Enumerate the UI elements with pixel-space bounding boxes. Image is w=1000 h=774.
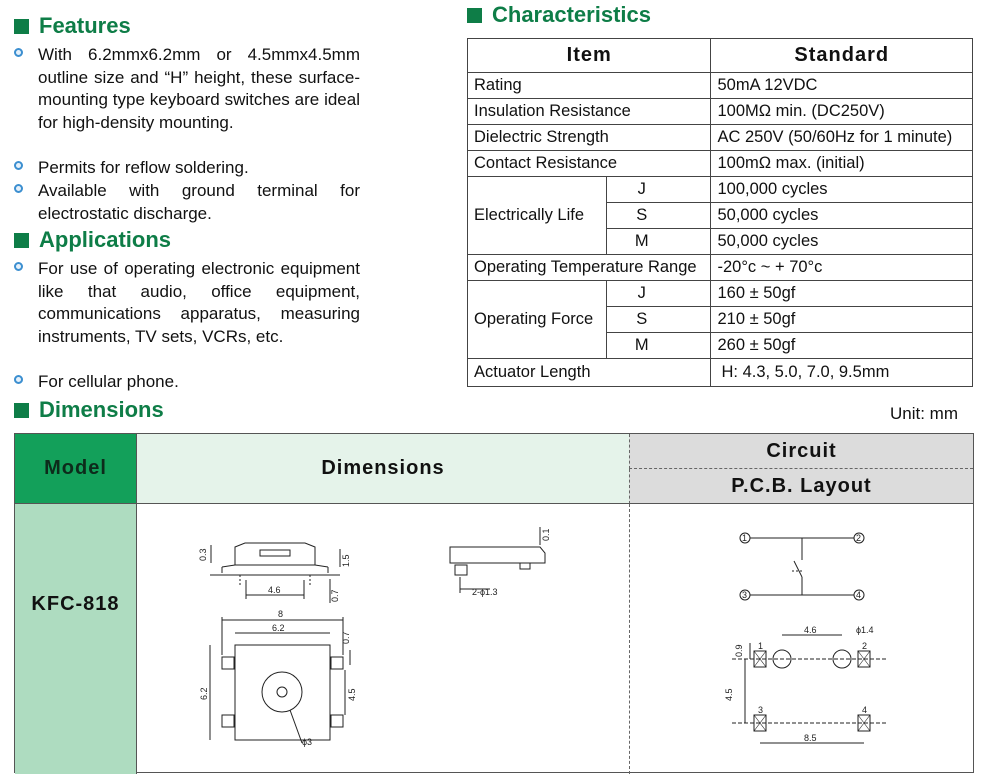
circle-bullet-icon (14, 184, 23, 193)
drawing-labels (198, 528, 551, 747)
dim-label: 4.5 (724, 688, 734, 701)
table-row: S 210 ± 50gf (468, 307, 973, 333)
circle-bullet-icon (14, 161, 23, 170)
dim-label: 6.2 (272, 623, 285, 633)
dimensions-title: Dimensions (14, 397, 164, 423)
header-pcb-layout: P.C.B. Layout (629, 469, 973, 504)
dim-label: 4.5 (347, 688, 357, 701)
model-cell: KFC-818 (15, 504, 137, 774)
table-row: Insulation Resistance 100MΩ min. (DC250V) (468, 99, 973, 125)
dim-label: 2-ϕ1.3 (472, 587, 498, 597)
pin-label: 2 (856, 533, 862, 543)
table-row: Contact Resistance 100mΩ max. (initial) (468, 151, 973, 177)
table-row: Electrically Life J 100,000 cycles (468, 177, 973, 203)
pin-label: 3 (742, 590, 748, 600)
table-row: Operating Temperature Range -20°c ~ + 70°c (468, 255, 973, 281)
dim-label: 8.5 (804, 733, 817, 743)
circuit-labels (724, 533, 874, 743)
pin-label: 1 (742, 533, 748, 543)
header-standard: Standard (711, 39, 973, 73)
list-item: Permits for reflow soldering. (14, 157, 364, 180)
circle-bullet-icon (14, 262, 23, 271)
square-bullet-icon (14, 403, 29, 418)
square-bullet-icon (14, 233, 29, 248)
list-item: With 6.2mmx6.2mm or 4.5mmx4.5mm outline size and “H” height, these surface-mounting type keyboard switches are ideal for high-density mounting. (14, 44, 364, 134)
circuit-drawings (632, 505, 972, 763)
list-item: For cellular phone. (14, 371, 364, 394)
header-circuit: Circuit (629, 434, 973, 469)
dim-label: 6.2 (199, 687, 209, 700)
square-bullet-icon (467, 8, 482, 23)
table-row: S 50,000 cycles (468, 203, 973, 229)
table-row: Operating Force J 160 ± 50gf (468, 281, 973, 307)
dim-label: 1.5 (341, 554, 351, 567)
table-header-row (468, 39, 973, 73)
table-row: M 50,000 cycles (468, 229, 973, 255)
pad-label: 2 (862, 641, 868, 651)
circuit-diagram (740, 533, 864, 600)
dim-label: 0.3 (198, 548, 208, 561)
table-row: M 260 ± 50gf (468, 333, 973, 359)
header-model: Model (15, 434, 137, 504)
dim-label: 4.6 (804, 625, 817, 635)
pin-label: 4 (856, 590, 862, 600)
dim-label: 4.6 (268, 585, 281, 595)
table-row: Actuator Length H: 4.3, 5.0, 7.0, 9.5mm (468, 359, 973, 387)
square-bullet-icon (14, 19, 29, 34)
list-item: For use of operating electronic equipment like that audio, office equipment, communications apparatus, measuring instruments, TV sets, VCRs, etc. (14, 258, 364, 348)
dim-label: 0.9 (734, 644, 744, 657)
unit-label: Unit: mm (890, 404, 958, 423)
column-divider (629, 504, 630, 774)
dim-label: ϕ3 (302, 737, 313, 747)
dim-label: 0.1 (541, 528, 551, 541)
characteristics-title: Characteristics (467, 2, 651, 28)
circle-bullet-icon (14, 375, 23, 384)
circle-bullet-icon (14, 48, 23, 57)
pad-label: 4 (862, 705, 868, 715)
table-row: Dielectric Strength AC 250V (50/60Hz for 1 minute) (468, 125, 973, 151)
pcb-layout-drawing (732, 635, 887, 743)
pad-label: 3 (758, 705, 764, 715)
applications-title: Applications (14, 227, 171, 253)
dimension-drawings (150, 505, 620, 763)
header-dimensions: Dimensions (137, 434, 629, 504)
characteristics-table (467, 38, 973, 387)
dim-label: 8 (278, 609, 284, 619)
dim-label: 0.7 (341, 631, 351, 644)
small-side-view-drawing (450, 527, 545, 593)
dim-label: ϕ1.4 (856, 625, 874, 635)
dim-label: 0.7 (330, 589, 340, 602)
pad-label: 1 (758, 641, 764, 651)
features-title: Features (14, 13, 131, 39)
top-view-drawing (210, 617, 350, 743)
list-item: Available with ground terminal for electrostatic discharge. (14, 180, 364, 225)
header-item: Item (468, 39, 711, 73)
table-row: Rating 50mA 12VDC (468, 73, 973, 99)
